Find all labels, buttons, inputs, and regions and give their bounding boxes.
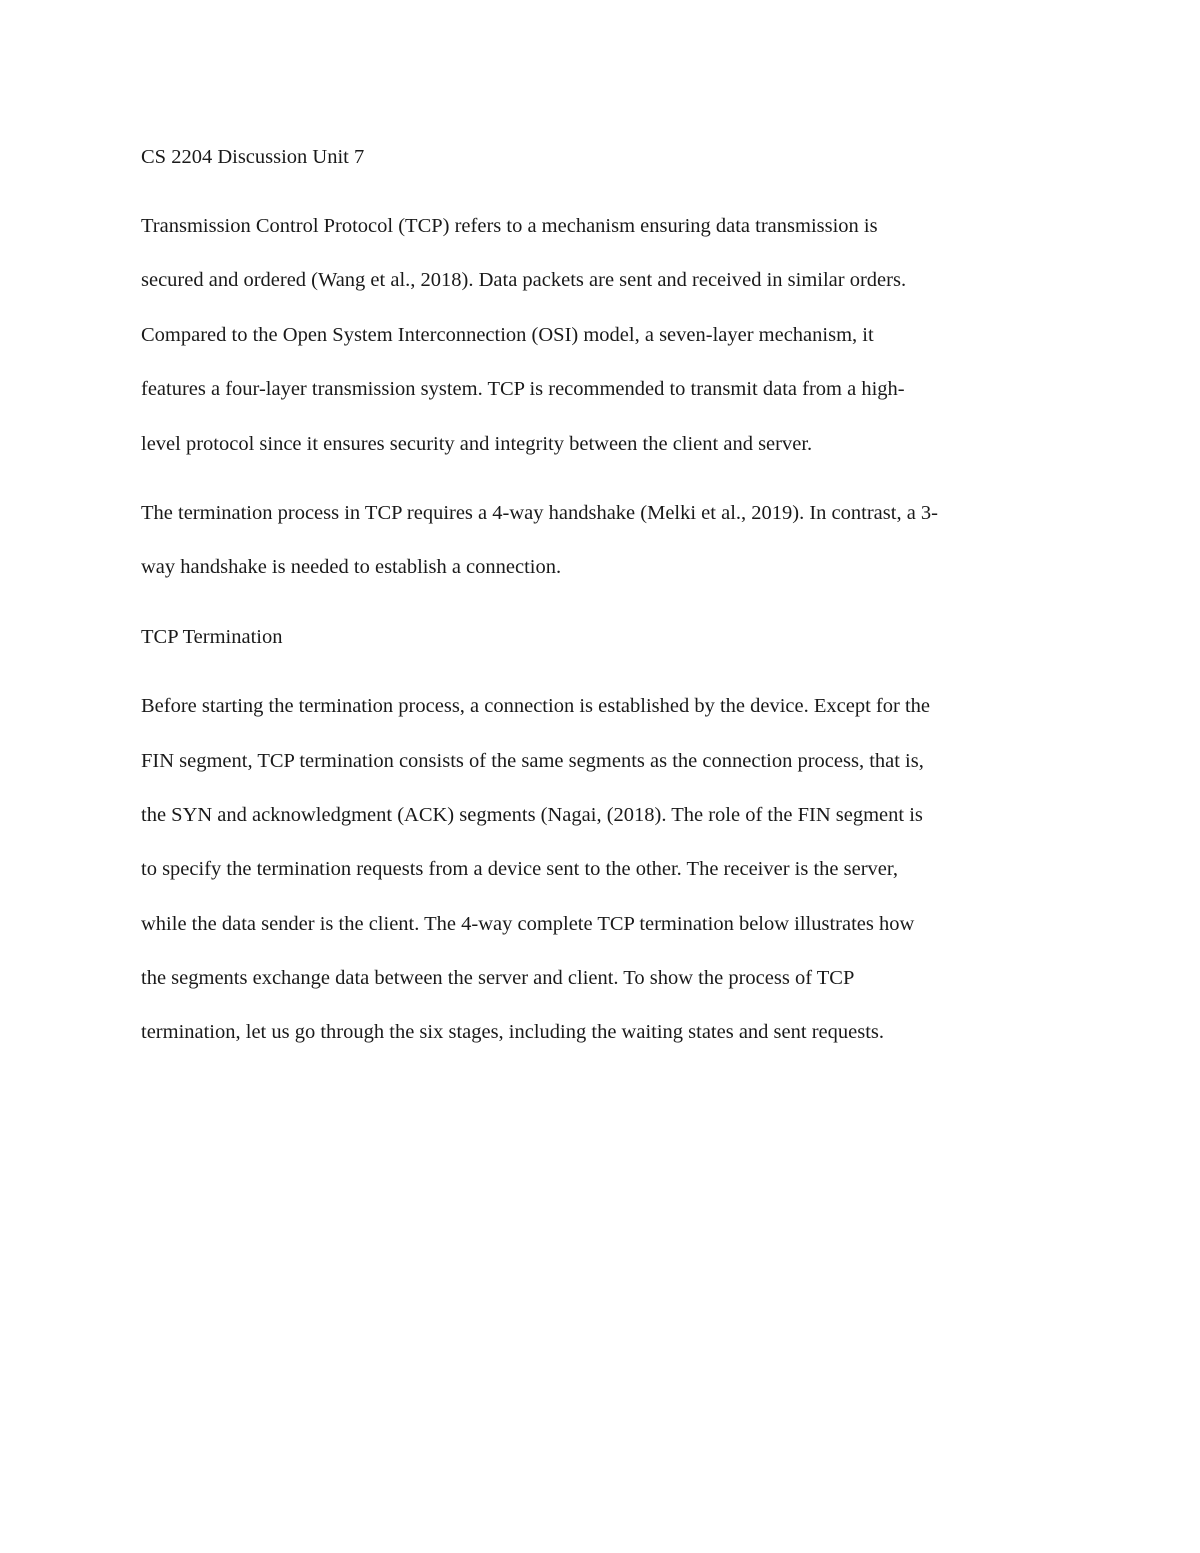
paragraph-line: Compared to the Open System Interconnection (OSI) model, a seven-layer mechanism, it [141, 323, 874, 346]
paragraph-termination [141, 690, 1061, 1071]
paragraph-line: termination, let us go through the six stages, including the waiting states and sent requests. [141, 1021, 884, 1044]
paragraph-line: features a four-layer transmission system. TCP is recommended to transmit data from a high- [141, 378, 905, 401]
section-heading: TCP Termination [141, 625, 283, 648]
paragraph-line: FIN segment, TCP termination consists of the same segments as the connection process, that is, [141, 749, 924, 772]
paragraph-line: the segments exchange data between the server and client. To show the process of TCP [141, 967, 855, 990]
paragraph-line: while the data sender is the client. The 4-way complete TCP termination below illustrates how [141, 912, 915, 935]
document-title: CS 2204 Discussion Unit 7 [141, 146, 365, 168]
paragraph-line: secured and ordered (Wang et al., 2018). Data packets are sent and received in similar orders. [141, 269, 907, 292]
paragraph-intro [141, 210, 1061, 482]
paragraph-line: the SYN and acknowledgment (ACK) segments (Nagai, (2018). The role of the FIN segment is [141, 803, 923, 826]
paragraph-line: The termination process in TCP requires a 4-way handshake (Melki et al., 2019). In contrast, a 3- [141, 501, 938, 524]
paragraph-line: way handshake is needed to establish a connection. [141, 556, 562, 579]
paragraph-line: to specify the termination requests from a device sent to the other. The receiver is the server, [141, 858, 899, 881]
paragraph-line: Transmission Control Protocol (TCP) refers to a mechanism ensuring data transmission is [141, 215, 878, 237]
document-body [141, 141, 1061, 1071]
paragraph-line: Before starting the termination process, a connection is established by the device. Except for the [141, 695, 930, 718]
paragraph-line: level protocol since it ensures security and integrity between the client and server. [141, 432, 813, 455]
paragraph-handshake [141, 497, 1061, 606]
